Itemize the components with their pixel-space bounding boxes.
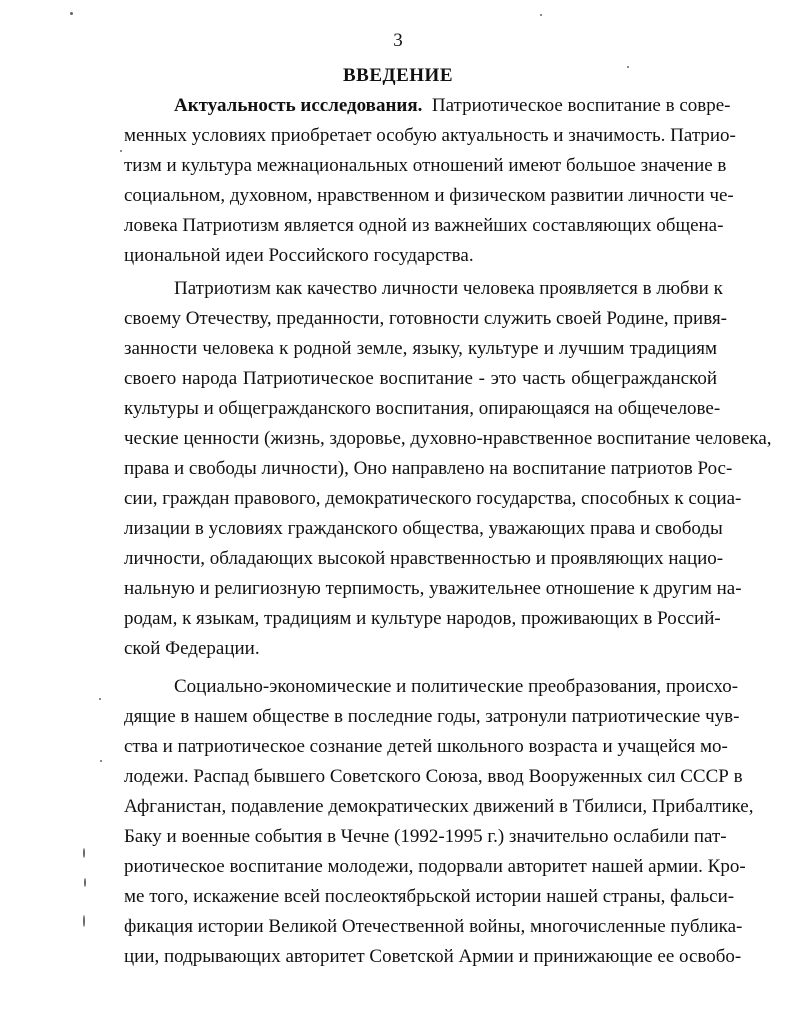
- text-line: личности, обладающих высокой нравственностью и проявляющих нацио-: [124, 548, 724, 569]
- scan-speck: [83, 915, 85, 927]
- section-heading: ВВЕДЕНИЕ: [343, 65, 453, 86]
- text-line: культуры и общегражданского воспитания, опирающаяся на общечелове-: [124, 398, 721, 419]
- text-line: своего народа Патриотическое воспитание - это часть общегражданской: [124, 368, 717, 389]
- text-line: ции, подрывающих авторитет Советской Армии и принижающие ее освобо-: [124, 946, 742, 967]
- text-line: сии, граждан правового, демократического государства, способных к социа-: [124, 488, 742, 509]
- text-line: своему Отечеству, преданности, готовности служить своей Родине, привя-: [124, 308, 728, 329]
- text-line: тизм и культура межнациональных отношений имеют большое значение в: [124, 155, 727, 176]
- text-line: Социально-экономические и политические преобразования, происхо-: [174, 676, 739, 697]
- text-line: ской Федерации.: [124, 638, 260, 659]
- line-text: Патриотическое воспитание в совре-: [431, 95, 731, 116]
- text-line: родам, к языкам, традициям и культуре народов, проживающих в Россий-: [124, 608, 721, 629]
- text-line: [174, 91, 731, 121]
- lead-phrase: Актуальность исследования.: [174, 95, 423, 116]
- scan-speck: [627, 66, 629, 68]
- scan-speck: [120, 150, 122, 152]
- scan-speck: [100, 760, 102, 762]
- text-line: права и свободы личности), Оно направлено на воспитание патриотов Рос-: [124, 458, 733, 479]
- text-line: нальную и религиозную терпимость, уважительнее отношение к другим на-: [124, 578, 742, 599]
- text-line: ческие ценности (жизнь, здоровье, духовно-нравственное воспитание человека,: [124, 428, 772, 449]
- text-line: Баку и военные события в Чечне (1992-1995 г.) значительно ослабили пат-: [124, 826, 727, 847]
- scan-speck: [70, 12, 73, 15]
- scan-speck: [84, 878, 86, 887]
- text-line: занности человека к родной земле, языку, культуре и лучшим традициям: [124, 338, 717, 359]
- scan-speck: [540, 14, 542, 16]
- text-line: дящие в нашем обществе в последние годы, затронули патриотические чув-: [124, 706, 740, 727]
- scan-speck: [83, 848, 85, 858]
- text-line: Патриотизм как качество личности человека проявляется в любви к: [174, 278, 723, 299]
- text-line: фикация истории Великой Отечественной войны, многочисленные публика-: [124, 916, 743, 937]
- text-line: лизации в условиях гражданского общества, уважающих права и свободы: [124, 518, 723, 539]
- page-number: 3: [393, 30, 403, 51]
- text-line: лодежи. Распад бывшего Советского Союза, ввод Вооруженных сил СССР в: [124, 766, 743, 787]
- text-line: менных условиях приобретает особую актуальность и значимость. Патрио-: [124, 125, 736, 146]
- text-line: Афганистан, подавление демократических движений в Тбилиси, Прибалтике,: [124, 796, 754, 817]
- scan-speck: [99, 698, 101, 700]
- text-line: риотическое воспитание молодежи, подорвали авторитет нашей армии. Кро-: [124, 856, 746, 877]
- text-line: ме того, искажение всей послеоктябрьской истории нашей страны, фальси-: [124, 886, 735, 907]
- text-line: социальном, духовном, нравственном и физическом развитии личности че-: [124, 185, 734, 206]
- text-line: ства и патриотическое сознание детей школьного возраста и учащейся мо-: [124, 736, 728, 757]
- text-line: циональной идеи Российского государства.: [124, 245, 474, 266]
- text-line: ловека Патриотизм является одной из важнейших составляющих общена-: [124, 215, 724, 236]
